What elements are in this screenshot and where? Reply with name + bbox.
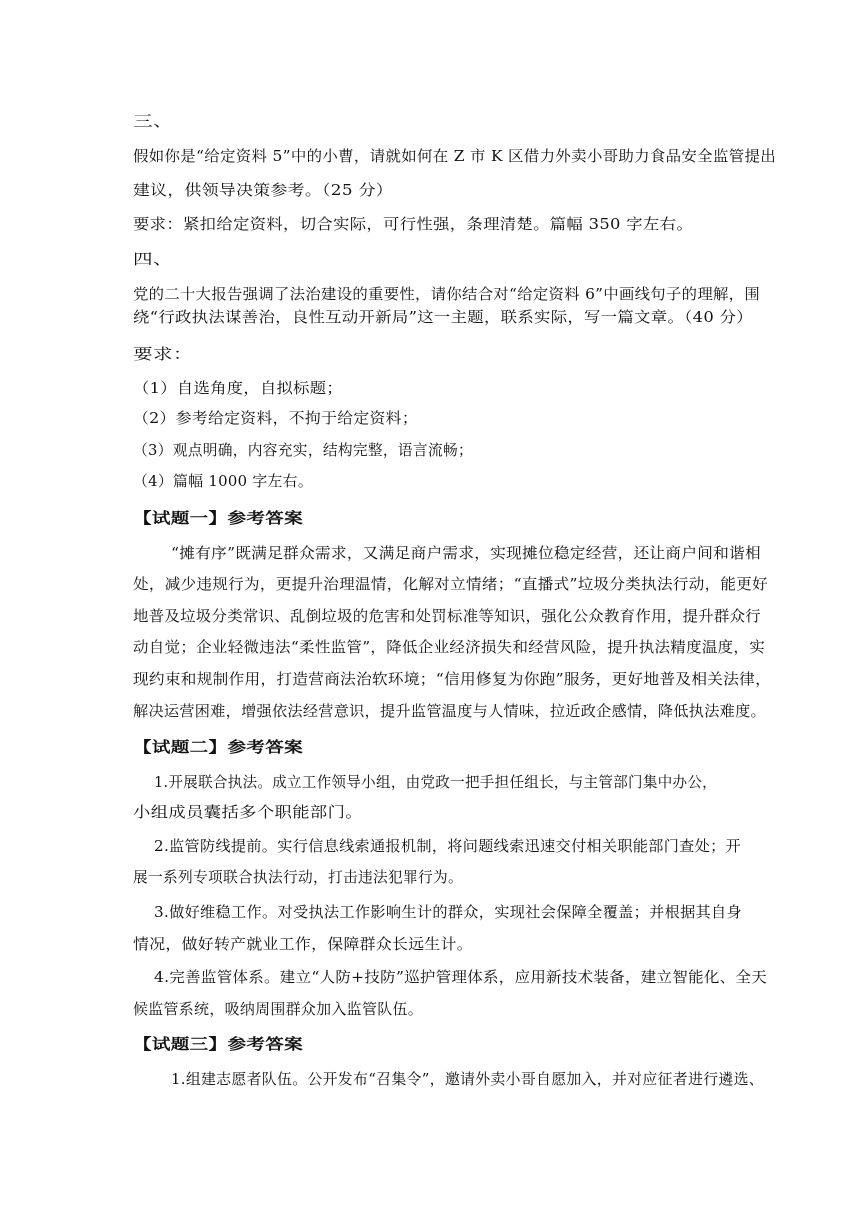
answer-two-item-2-line-2: 展一系列专项联合执法行动，打击违法犯罪行为。 [133,868,463,886]
requirement-item-1: （1）自选角度，自拟标题； [133,379,343,397]
answer-two-item-1-line-2: 小组成员囊括多个职能部门。 [133,803,363,821]
answer-one-heading: 【试题一】参考答案 [133,509,303,527]
question-three-text-line-2: 建议，供领导决策参考。（25 分） [133,181,393,199]
answer-one-line-5: 现约束和规制作用，打造营商法治软环境；“信用修复为你跑”服务，更好地普及相关法律， [133,670,771,688]
question-three-text-line-1: 假如你是“给定资料 5”中的小曹，请就如何在 Z 市 K 区借力外卖小哥助力食品安全监管提出 [133,147,776,165]
answer-one-line-6: 解决运营困难，增强依法经营意识，提升监管温度与人情味，拉近政企感情，降低执法难度。 [133,702,766,720]
answer-three-heading: 【试题三】参考答案 [133,1035,303,1053]
answer-two-item-4-line-1: 4.完善监管体系。建立“人防+技防”巡护管理体系，应用新技术装备，建立智能化、全天 [154,968,767,986]
answer-two-item-4-line-2: 候监管系统，吸纳周围群众加入监管队伍。 [133,1000,423,1018]
question-four-text-line-1: 党的二十大报告强调了法治建设的重要性，请你结合对“给定资料 6”中画线句子的理解，围 [133,285,760,303]
answer-one-line-4: 动自觉；企业轻微违法“柔性监管”，降低企业经济损失和经营风险，提升执法精度温度，实 [133,638,765,656]
question-four-requirements-label: 要求： [133,345,193,363]
answer-two-item-2-line-1: 2.监管防线提前。实行信息线索通报机制，将问题线索迅速交付相关职能部门查处；开 [154,837,741,855]
answer-two-item-3-line-2: 情况，做好转产就业工作，保障群众长远生计。 [133,935,474,953]
requirement-item-3: （3）观点明确，内容充实，结构完整，语言流畅； [133,441,473,459]
answer-two-item-3-line-1: 3.做好维稳工作。对受执法工作影响生计的群众，实现社会保障全覆盖；并根据其自身 [154,903,742,921]
answer-one-line-1: “摊有序”既满足群众需求，又满足商户需求，实现摊位稳定经营，还让商户间和谐相 [171,544,761,562]
section-heading-four: 四、 [133,250,173,268]
answer-two-heading: 【试题二】参考答案 [133,738,303,756]
requirement-item-2: （2）参考给定资料，不拘于给定资料； [133,409,418,427]
question-three-requirements: 要求：紧扣给定资料，切合实际，可行性强，条理清楚。篇幅 350 字左右。 [133,215,693,233]
answer-one-line-2: 处，减少违规行为，更提升治理温情，化解对立情绪；“直播式”垃圾分类执法行动，能更好 [133,575,768,593]
question-four-text-line-2: 绕“行政执法谋善治，良性互动开新局”这一主题，联系实际，写一篇文章。（40 分） [133,308,753,326]
answer-three-item-1-line-1: 1.组建志愿者队伍。公开发布“召集令”，邀请外卖小哥自愿加入，并对应征者进行遴选、 [171,1070,764,1088]
answer-one-line-3: 地普及垃圾分类常识、乱倒垃圾的危害和处罚标准等知识，强化公众教育作用，提升群众行 [133,607,761,625]
requirement-item-4: （4）篇幅 1000 字左右。 [133,472,313,490]
section-heading-three: 三、 [133,112,173,130]
answer-two-item-1-line-1: 1.开展联合执法。成立工作领导小组，由党政一把手担任组长，与主管部门集中办公， [154,773,717,791]
